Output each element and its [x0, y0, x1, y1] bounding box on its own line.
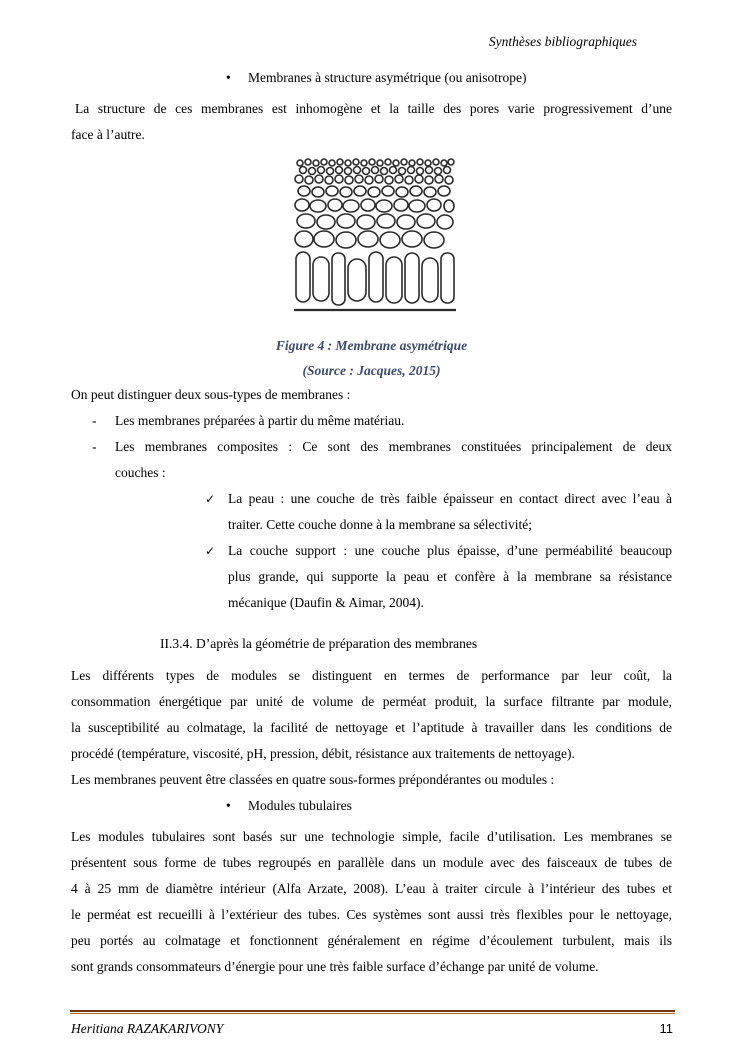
bullet-tubular: [226, 793, 676, 819]
list-item: Les membranes composites : Ce sont des membranes constituées principalement de deux: [115, 439, 672, 454]
list-item: couches :: [115, 465, 166, 480]
paragraph-line: Les membranes peuvent être classées en quatre sous-formes prépondérantes ou modules :: [71, 772, 555, 787]
footer-divider-thin: [70, 1013, 675, 1014]
footer-divider: [70, 1010, 675, 1012]
paragraph-line: peu portés au colmatage et fonctionnent généralement en régime d’écoulement turbulent, mais ils: [71, 933, 672, 948]
list-item: Les membranes préparées à partir du même matériau.: [115, 413, 405, 428]
sub-list-item: La couche support : une couche plus épaisse, d’une perméabilité beaucoup: [228, 543, 672, 558]
paragraph-line: procédé (température, viscosité, pH, pression, débit, résistance aux traitements de nettoyage).: [71, 746, 575, 761]
membrane-transition-layer: [295, 186, 454, 248]
figure-source: (Source : Jacques, 2015): [302, 363, 441, 378]
paragraph-line: Les modules tubulaires sont basés sur une technologie simple, facile d’utilisation. Les membranes se: [71, 829, 672, 844]
check-icon: ✓: [205, 544, 216, 558]
paragraph-line: consommation énergétique par unité de volume de perméat produit, la surface filtrante par module,: [71, 694, 672, 709]
dash-marker: -: [92, 413, 97, 428]
footer-author: Heritiana RAZAKARIVONY: [71, 1021, 224, 1036]
paragraph-line: 4 à 25 mm de diamètre intérieur (Alfa Arzate, 2008). L’eau à traiter circule à l’intérieur des tubes et: [71, 881, 672, 896]
sub-list-item: plus grande, qui supporte la peau et confère à la membrane sa résistance: [228, 569, 672, 584]
bullet-marker: •: [226, 70, 231, 85]
paragraph-line: Les différents types de modules se distinguent en termes de performance par leur coût, la: [71, 668, 672, 683]
paragraph-line: La structure de ces membranes est inhomogène et la taille des pores varie progressivement d’une: [75, 101, 672, 116]
membrane-support-layer: [296, 252, 454, 305]
asymmetric-membrane-figure: [294, 157, 456, 317]
sub-list-item: La peau : une couche de très faible épaisseur en contact direct avec l’eau à: [228, 491, 672, 506]
bullet-text: Modules tubulaires: [248, 798, 352, 813]
check-icon: ✓: [205, 492, 216, 506]
subtypes-intro: On peut distinguer deux sous-types de membranes :: [71, 387, 351, 402]
bullet-asymmetric: [226, 65, 676, 91]
section-heading: II.3.4. D’après la géométrie de préparation des membranes: [160, 636, 478, 651]
membrane-skin-layer: [295, 159, 454, 184]
sub-list-item: mécanique (Daufin & Aimar, 2004).: [228, 595, 424, 610]
running-header: Synthèses bibliographiques: [488, 34, 637, 49]
paragraph-line: présentent sous forme de tubes regroupés en parallèle dans un module avec des faisceaux de tubes de: [71, 855, 672, 870]
dash-marker: -: [92, 439, 97, 454]
paragraph-line: la susceptibilité au colmatage, la facilité de nettoyage et l’aptitude à travailler dans les conditions de: [71, 720, 672, 735]
sub-list-item: traiter. Cette couche donne à la membrane sa sélectivité;: [228, 517, 532, 532]
paragraph-line: le perméat est recueilli à l’extérieur des tubes. Ces systèmes sont aussi très flexibles pour le nettoyage,: [71, 907, 672, 922]
paragraph-line: sont grands consommateurs d’énergie pour une très faible surface d’échange par unité de volume.: [71, 959, 599, 974]
page-number: 11: [659, 1021, 673, 1036]
paragraph-line: face à l’autre.: [71, 127, 145, 142]
bullet-marker: •: [226, 798, 231, 813]
figure-caption: Figure 4 : Membrane asymétrique: [275, 338, 468, 353]
bullet-text: Membranes à structure asymétrique (ou anisotrope): [248, 70, 527, 85]
